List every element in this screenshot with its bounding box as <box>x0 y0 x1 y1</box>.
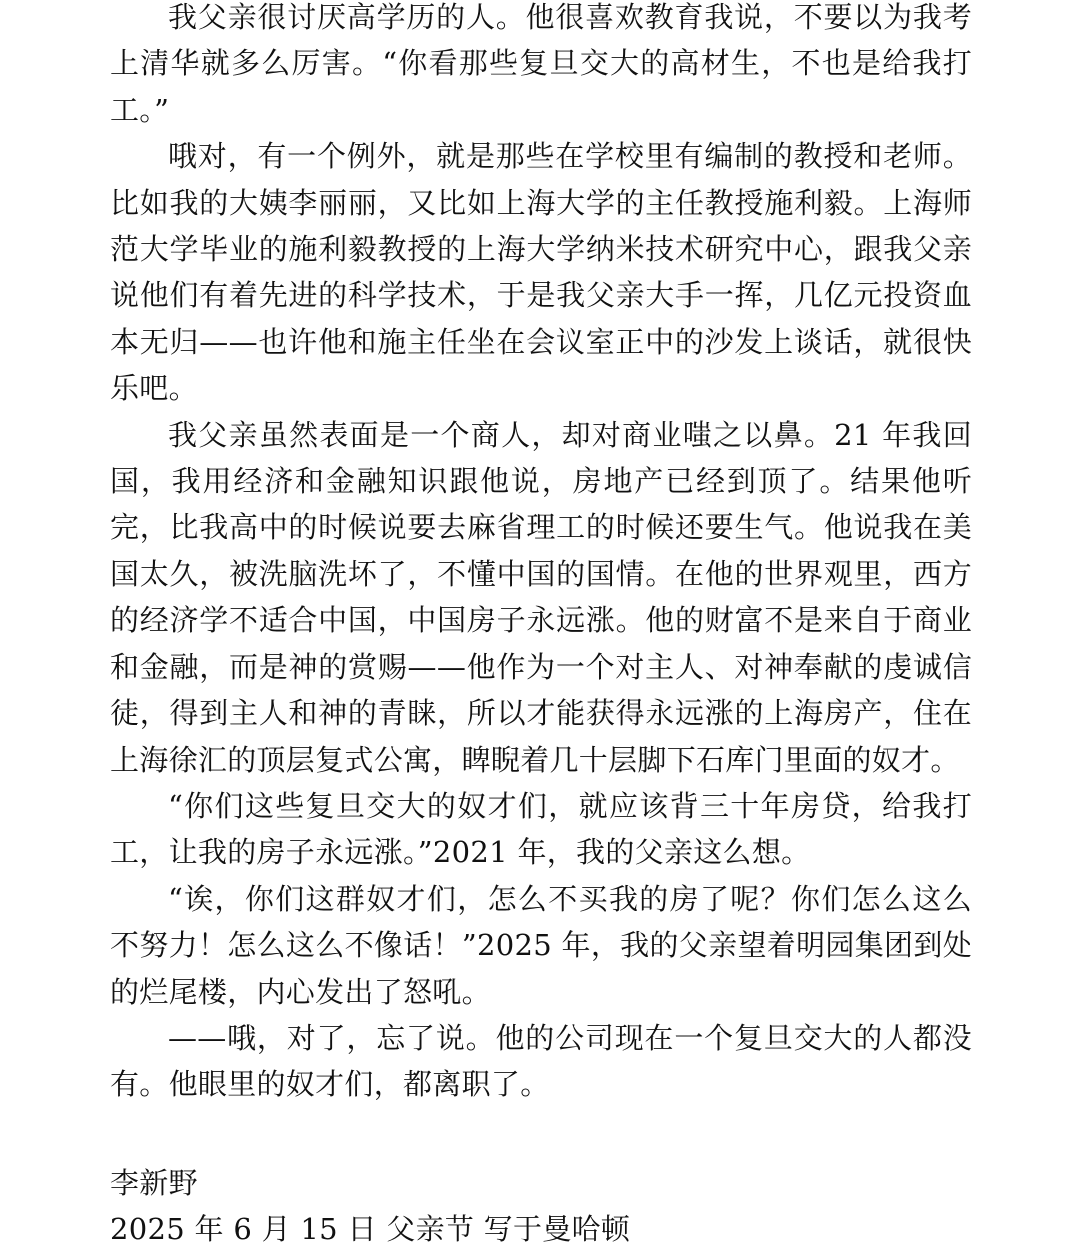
paragraph: “你们这些复旦交大的奴才们，就应该背三十年房贷，给我打工，让我的房子永远涨。”2021 年，我的父亲这么想。 <box>110 788 972 870</box>
signature-block <box>110 1160 972 1252</box>
article-body <box>110 0 972 1108</box>
author-name: 李新野 <box>110 1166 198 1200</box>
paragraph: 我父亲虽然表面是一个商人，却对商业嗤之以鼻。21 年我回国，我用经济和金融知识跟他说，房地产已经到顶了。结果他听完，比我高中的时候说要去麻省理工的时候还要生气。他说我在美国太久，被洗脑洗坏了，不懂中国的国情。在他的世界观里，西方的经济学不适合中国，中国房子永远涨。他的财富不是来自于商业和金融，而是神的赏赐——他作为一个对主人、对神奉献的虔诚信徒，得到主人和神的青睐，所以才能获得永远涨的上海房产，住在上海徐汇的顶层复式公寓，睥睨着几十层脚下石库门里面的奴才。 <box>110 417 972 777</box>
paragraph: 哦对，有一个例外，就是那些在学校里有编制的教授和老师。比如我的大姨李丽丽，又比如上海大学的主任教授施利毅。上海师范大学毕业的施利毅教授的上海大学纳米技术研究中心，跟我父亲说他们有着先进的科学技术，于是我父亲大手一挥，几亿元投资血本无归——也许他和施主任坐在会议室正中的沙发上谈话，就很快乐吧。 <box>110 139 972 406</box>
paragraph: “诶，你们这群奴才们，怎么不买我的房了呢？你们怎么这么不努力！怎么这么不像话！”2025 年，我的父亲望着明园集团到处的烂尾楼，内心发出了怒吼。 <box>110 881 972 1009</box>
dateline: 2025 年 6 月 15 日 父亲节 写于曼哈顿 <box>110 1212 631 1246</box>
paragraph: ——哦，对了，忘了说。他的公司现在一个复旦交大的人都没有。他眼里的奴才们，都离职了。 <box>110 1020 972 1102</box>
paragraph: 我父亲很讨厌高学历的人。他很喜欢教育我说，不要以为我考上清华就多么厉害。“你看那些复旦交大的高材生，不也是给我打工。” <box>110 0 972 127</box>
